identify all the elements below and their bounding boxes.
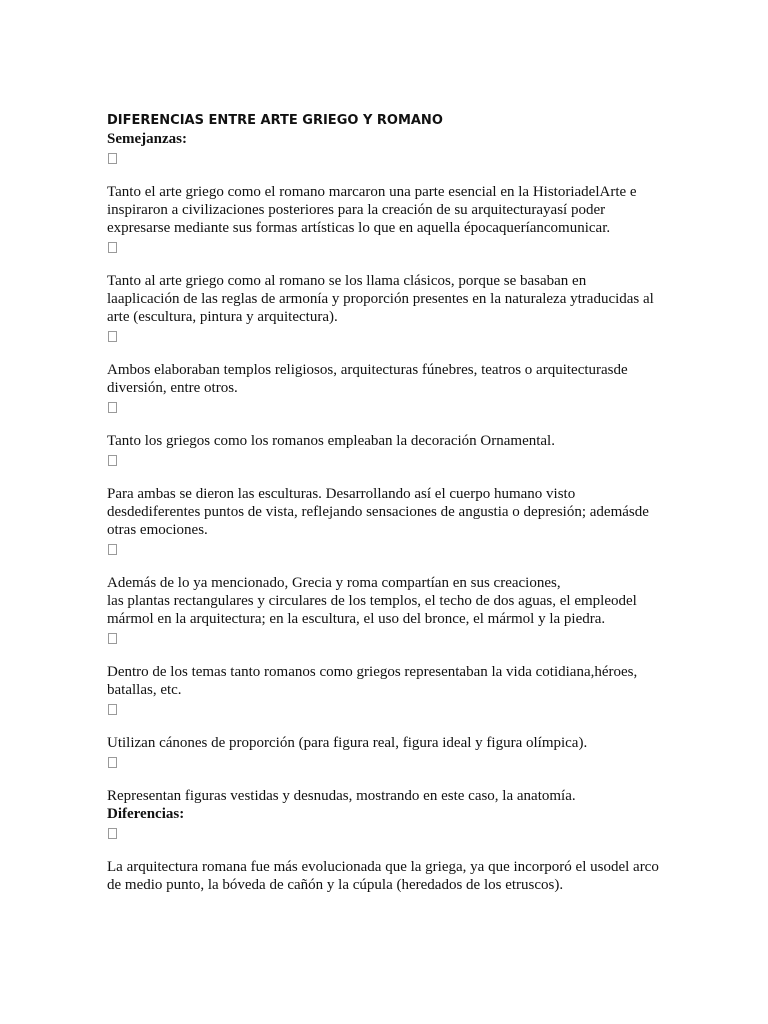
missing-glyph-box-icon (108, 757, 117, 768)
paragraph-line: arte (escultura, pintura y arquitectura). (107, 309, 338, 325)
similarity-item (107, 574, 687, 644)
paragraph-line: Tanto los griegos como los romanos empleaban la decoración Ornamental. (107, 433, 555, 449)
similarity-item (107, 485, 687, 555)
paragraph-line: Para ambas se dieron las esculturas. Desarrollando así el cuerpo humano visto (107, 486, 576, 502)
paragraph-line: Utilizan cánones de proporción (para figura real, figura ideal y figura olímpica). (107, 735, 588, 751)
similarity-item (107, 734, 687, 768)
paragraph-line: Además de lo ya mencionado, Grecia y roma compartían en sus creaciones, (107, 575, 561, 591)
paragraph-line: mármol en la arquitectura; en la escultura, el uso del bronce, el mármol y la piedra. (107, 611, 606, 627)
paragraph-line: de medio punto, la bóveda de cañón y la cúpula (heredados de los etruscos). (107, 877, 564, 893)
similarity-item (107, 787, 687, 805)
document-page (107, 112, 687, 894)
similarity-item (107, 432, 687, 466)
missing-glyph-box-icon (108, 242, 117, 253)
paragraph-line: Tanto al arte griego como al romano se los llama clásicos, porque se basaban en (107, 273, 587, 289)
paragraph-line: Representan figuras vestidas y desnudas, mostrando en este caso, la anatomía. (107, 788, 576, 804)
document-title: DIFERENCIAS ENTRE ARTE GRIEGO Y ROMANO (107, 113, 443, 128)
paragraph-line: diversión, entre otros. (107, 380, 238, 396)
missing-glyph-box-icon (108, 455, 117, 466)
paragraph-line: Ambos elaboraban templos religiosos, arquitecturas fúnebres, teatros o arquitecturasde (107, 362, 628, 378)
similarity-item (107, 361, 687, 413)
paragraph-line: Dentro de los temas tanto romanos como griegos representaban la vida cotidiana,héroes, (107, 664, 638, 680)
missing-glyph-box-icon (108, 633, 117, 644)
paragraph-line: La arquitectura romana fue más evolucionada que la griega, ya que incorporó el usodel arco (107, 859, 659, 875)
missing-glyph-box-icon (108, 331, 117, 342)
missing-glyph-box-icon (108, 544, 117, 555)
similarity-item (107, 183, 687, 253)
similarity-item (107, 272, 687, 342)
missing-glyph-box-icon (108, 704, 117, 715)
missing-glyph-box-icon (108, 153, 117, 164)
similarity-item (107, 663, 687, 715)
paragraph-line: inspiraron a civilizaciones posteriores para la creación de su arquitecturayasí poder (107, 202, 606, 218)
paragraph-line: batallas, etc. (107, 682, 182, 698)
paragraph-line: expresarse mediante sus formas artísticas lo que en aquella épocaqueríancomunicar. (107, 220, 611, 236)
missing-glyph-box-icon (108, 828, 117, 839)
paragraph-line: desdediferentes puntos de vista, reflejando sensaciones de angustia o depresión; ademásde (107, 504, 649, 520)
difference-item (107, 858, 687, 894)
paragraph-line: Tanto el arte griego como el romano marcaron una parte esencial en la HistoriadelArte e (107, 184, 637, 200)
missing-glyph-box-icon (108, 402, 117, 413)
paragraph-line: otras emociones. (107, 522, 208, 538)
differences-heading: Diferencias: (107, 806, 185, 822)
paragraph-line: laaplicación de las reglas de armonía y proporción presentes en la naturaleza ytraducidas al (107, 291, 654, 307)
similarities-heading: Semejanzas: (107, 131, 187, 147)
paragraph-line: las plantas rectangulares y circulares de los templos, el techo de dos aguas, el empleodel (107, 593, 637, 609)
